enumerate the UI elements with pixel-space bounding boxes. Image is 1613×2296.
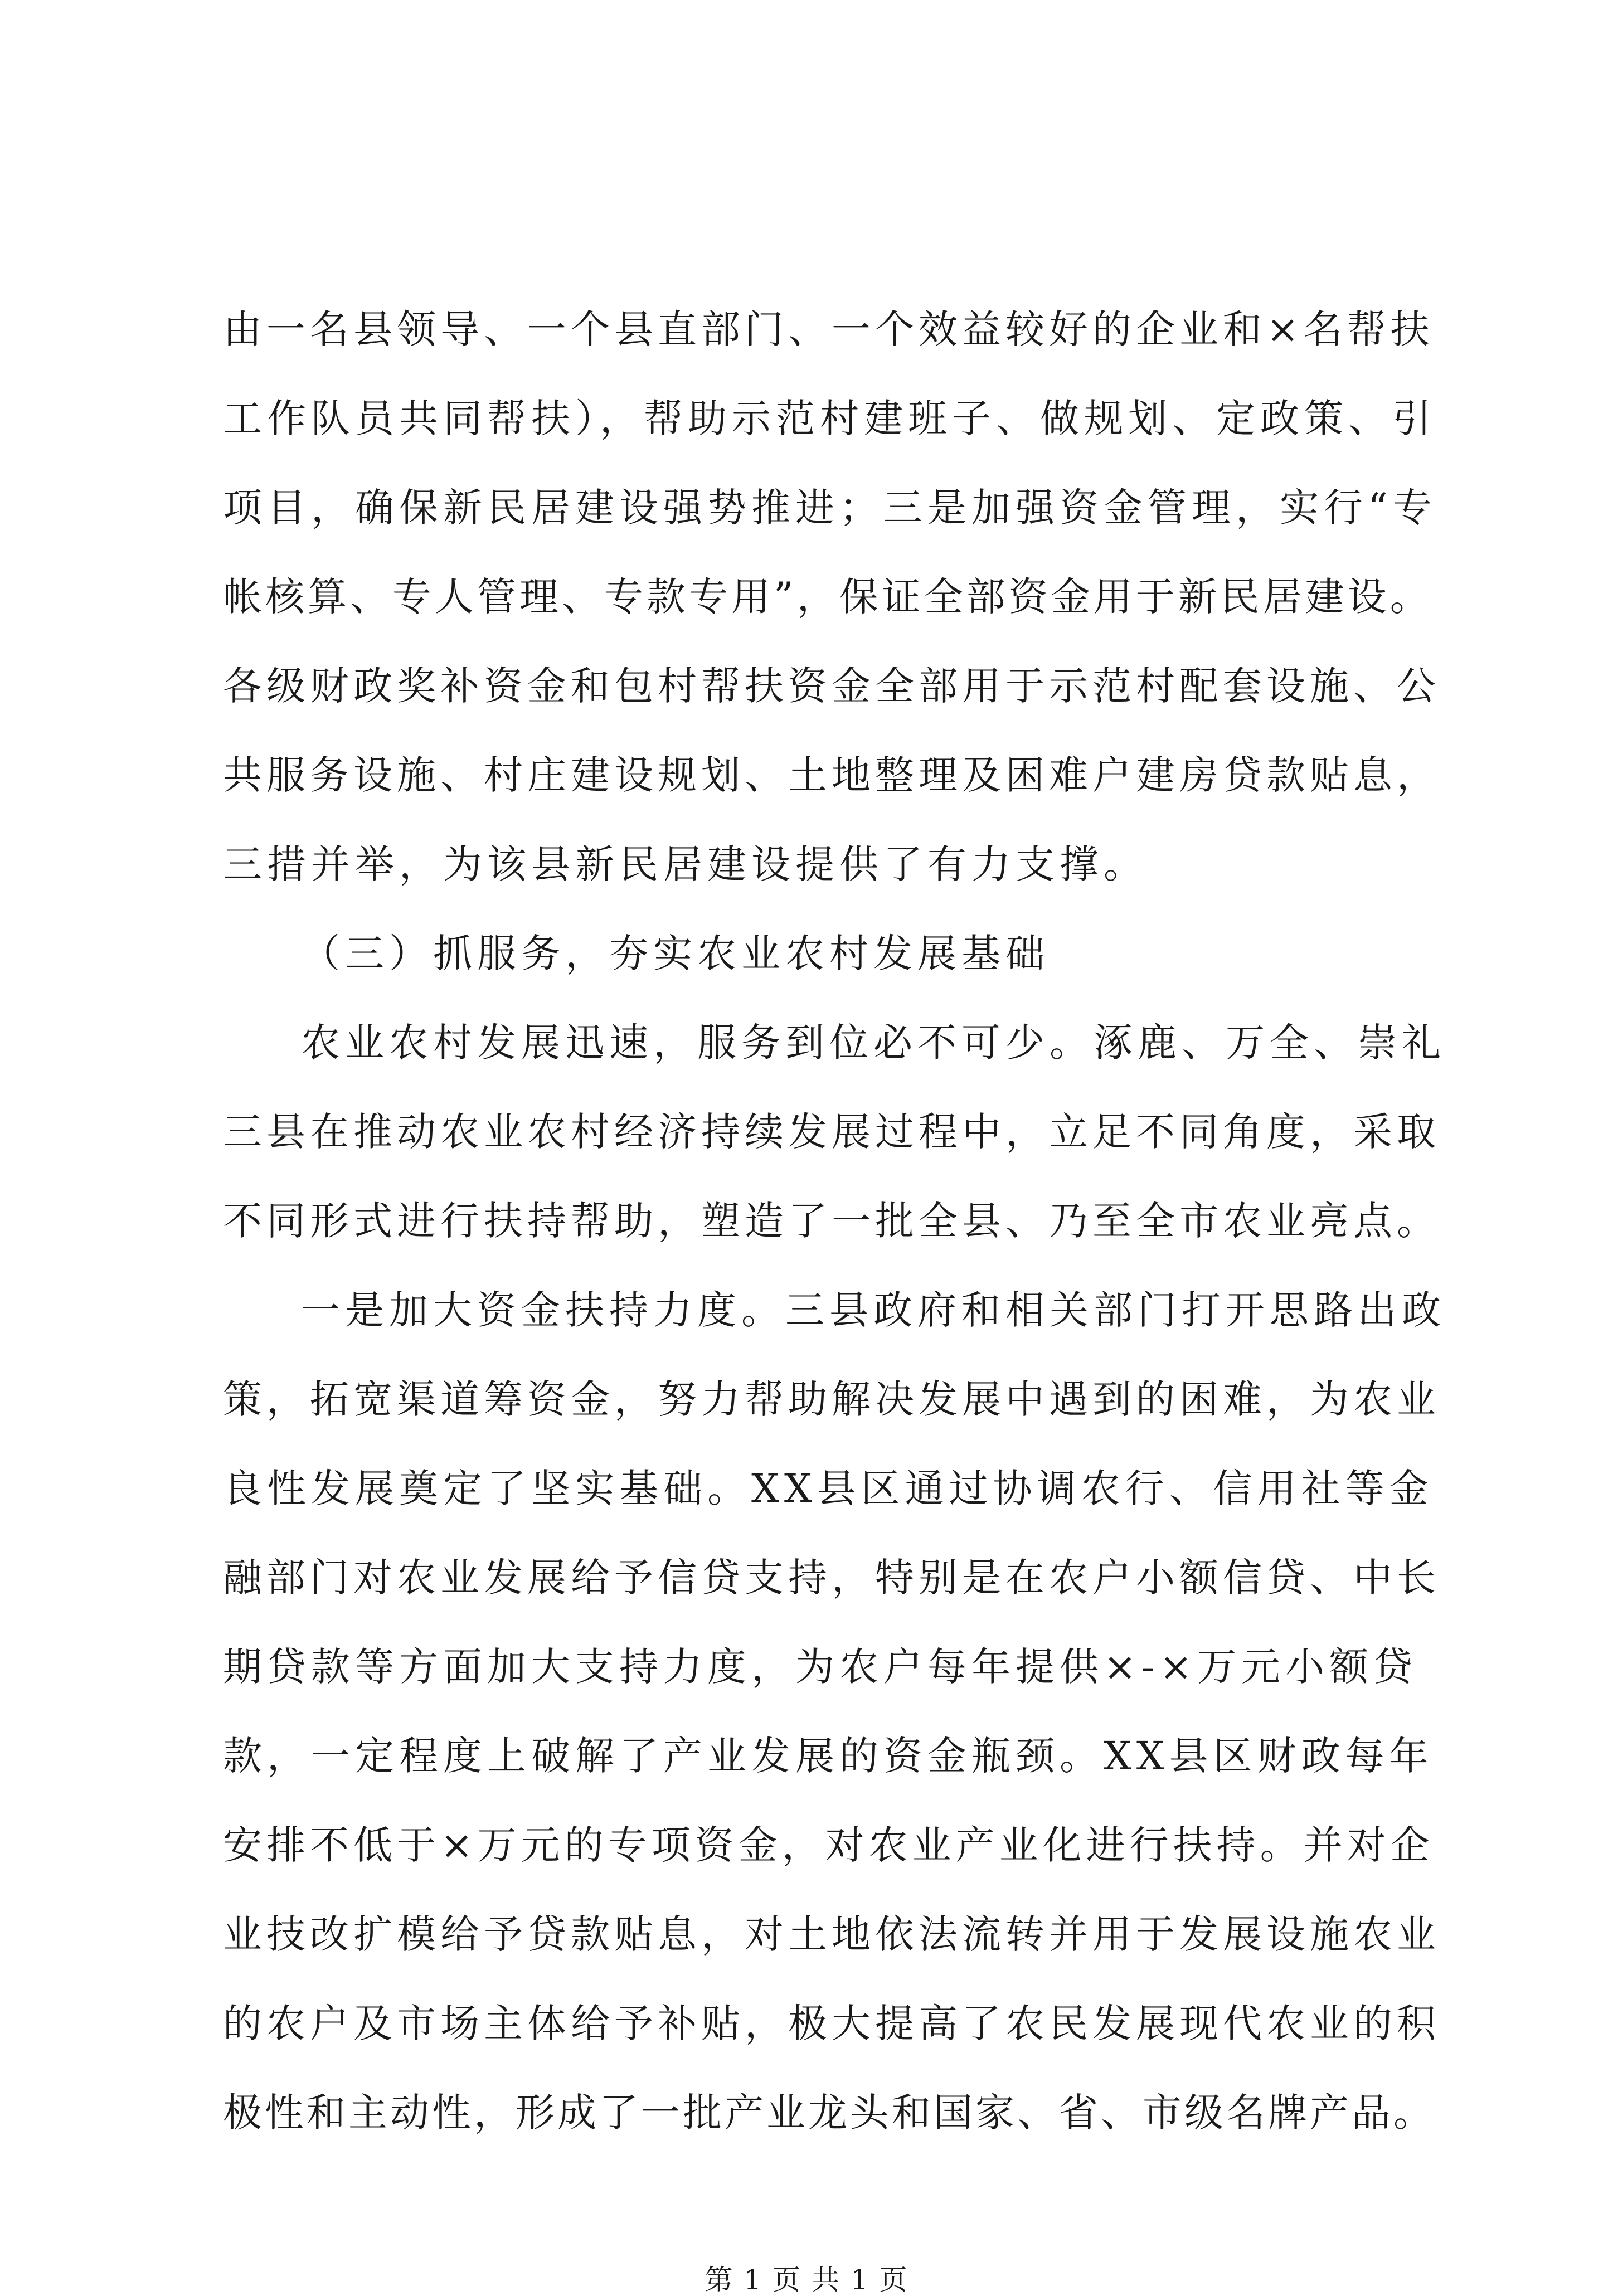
body-line-15: 融部门对农业发展给予信贷支持，特别是在农户小额信贷、中长 <box>223 1555 1440 1601</box>
body-line-18: 安排不低于×万元的专项资金，对农业产业化进行扶持。并对企 <box>223 1822 1434 1868</box>
body-line-16: 期贷款等方面加大支持力度，为农户每年提供×-×万元小额贷 <box>223 1644 1417 1690</box>
body-line-11: 不同形式进行扶持帮助，塑造了一批全县、乃至全市农业亮点。 <box>223 1198 1440 1244</box>
body-line-17: 款，一定程度上破解了产业发展的资金瓶颈。XX县区财政每年 <box>223 1733 1434 1779</box>
section-heading: （三）抓服务，夯实农业农村发展基础 <box>301 931 1050 976</box>
body-line-12: 一是加大资金扶持力度。三县政府和相关部门打开思路出政 <box>301 1287 1446 1333</box>
body-line-10: 三县在推动农业农村经济持续发展过程中，立足不同角度，采取 <box>223 1109 1440 1155</box>
body-line-20: 的农户及市场主体给予补贴，极大提高了农民发展现代农业的积 <box>223 2001 1440 2046</box>
body-line-5: 各级财政奖补资金和包村帮扶资金全部用于示范村配套设施、公 <box>223 663 1440 709</box>
body-line-9: 农业农村发展迅速，服务到位必不可少。涿鹿、万全、崇礼 <box>301 1020 1446 1066</box>
body-line-7: 三措并举，为该县新民居建设提供了有力支撑。 <box>223 841 1148 887</box>
page-number-footer: 第 1 页 共 1 页 <box>705 2264 908 2296</box>
body-line-3: 项目，确保新民居建设强势推进；三是加强资金管理，实行“专 <box>223 485 1437 531</box>
body-line-14: 良性发展奠定了坚实基础。XX县区通过协调农行、信用社等金 <box>223 1466 1434 1511</box>
body-line-1: 由一名县领导、一个县直部门、一个效益较好的企业和×名帮扶 <box>223 307 1434 352</box>
body-line-6: 共服务设施、村庄建设规划、土地整理及困难户建房贷款贴息， <box>223 752 1440 798</box>
body-line-4: 帐核算、专人管理、专款专用”，保证全部资金用于新民居建设。 <box>223 574 1432 620</box>
body-line-21: 极性和主动性，形成了一批产业龙头和国家、省、市级名牌产品。 <box>223 2090 1435 2136</box>
body-line-13: 策，拓宽渠道筹资金，努力帮助解决发展中遇到的困难，为农业 <box>223 1376 1440 1422</box>
body-line-2: 工作队员共同帮扶），帮助示范村建班子、做规划、定政策、引 <box>223 396 1436 441</box>
body-line-19: 业技改扩模给予贷款贴息，对土地依法流转并用于发展设施农业 <box>223 1911 1440 1957</box>
